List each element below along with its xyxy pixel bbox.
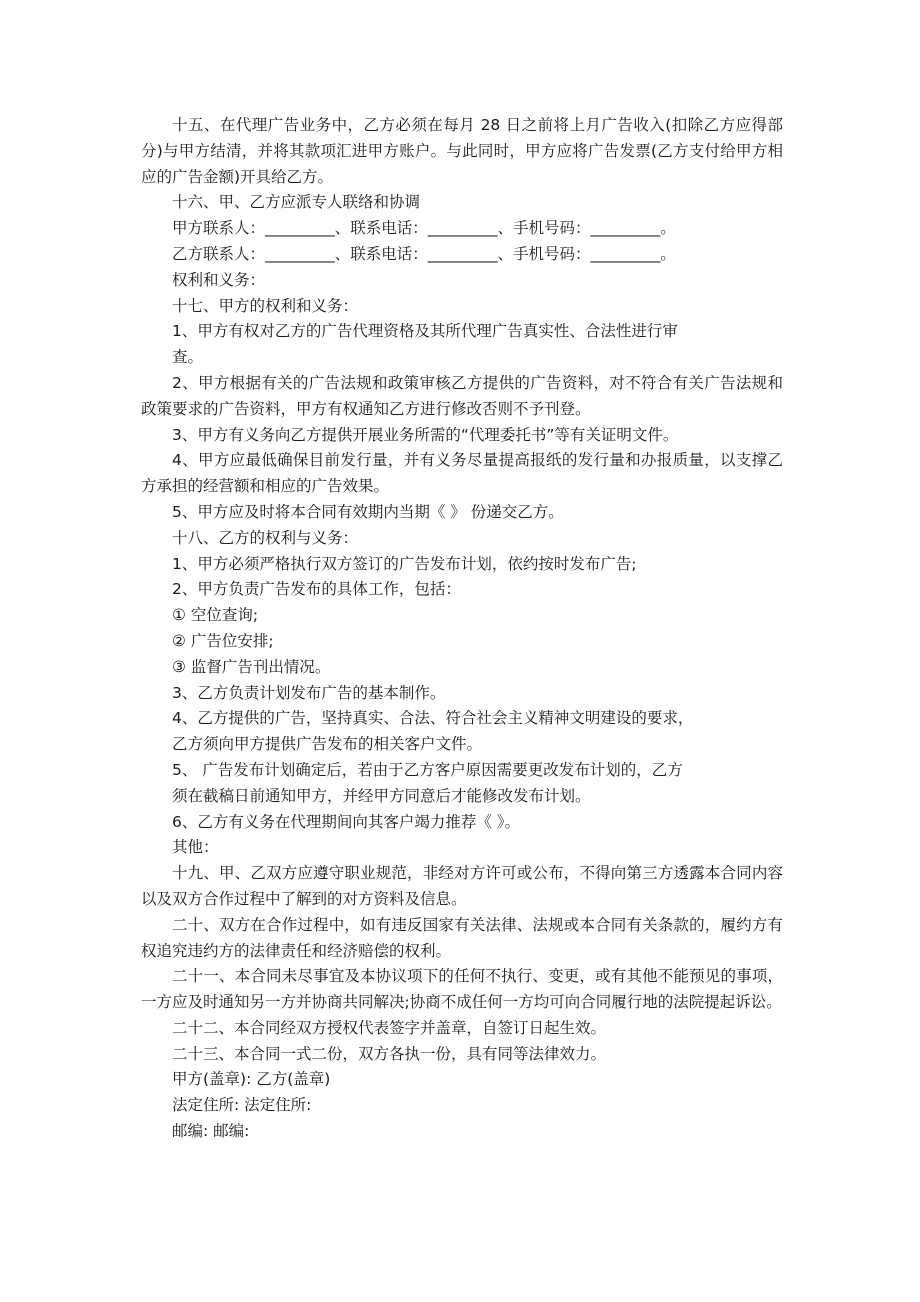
clause-18-item-5: 5、 广告发布计划确定后，若由于乙方客户原因需要更改发布计划的，乙方 bbox=[172, 760, 683, 779]
clause-18: 十八、乙方的权利与义务： bbox=[172, 528, 359, 547]
section-heading-other: 其他： bbox=[172, 838, 219, 857]
clause-18-item-5-cont: 须在截稿日前通知甲方，并经甲方同意后才能修改发布计划。 bbox=[172, 786, 591, 805]
clause-19: 十九、甲、乙双方应遵守职业规范，非经对方许可或公布，不得向第三方透露本合同内容以及双方合作过程中了解到的对方资料及信息。 bbox=[141, 864, 783, 908]
clause-18-item-2-sub-1: ① 空位查询; bbox=[172, 606, 259, 625]
clause-20: 二十、双方在合作过程中，如有违反国家有关法律、法规或本合同有关条款的，履约方有权追究违约方的法律责任和经济赔偿的权利。 bbox=[141, 915, 783, 960]
clause-17-item-1: 1、甲方有权对乙方的广告代理资格及其所代理广告真实性、合法性进行审 bbox=[172, 322, 678, 341]
clause-18-item-4: 4、乙方提供的广告，坚持真实、合法、符合社会主义精神文明建设的要求， bbox=[172, 709, 694, 728]
clause-18-item-2-sub-3: ③ 监督广告刊出情况。 bbox=[172, 657, 331, 676]
clause-17-item-5: 5、甲方应及时将本合同有效期内当期《 》 份递交乙方。 bbox=[172, 502, 564, 521]
clause-17-item-4: 4、甲方应最低确保目前发行量，并有义务尽量提高报纸的发行量和办报质量，以支撑乙方承担的经营额和相应的广告效果。 bbox=[141, 451, 783, 496]
clause-22: 二十二、本合同经双方授权代表签字并盖章，自签订日起生效。 bbox=[172, 1018, 607, 1037]
clause-18-item-4-cont: 乙方须向甲方提供广告发布的相关客户文件。 bbox=[172, 735, 483, 754]
clause-18-item-3: 3、乙方负责计划发布广告的基本制作。 bbox=[172, 683, 446, 702]
clause-17-item-1-cont: 查。 bbox=[172, 348, 204, 367]
contract-page bbox=[141, 113, 783, 1145]
clause-15: 十五、在代理广告业务中，乙方必须在每月 28 日之前将上月广告收入(扣除乙方应得部分)与甲方结清，并将其款项汇进甲方账户。与此同时，甲方应将广告发票(乙方支付给甲方相应的广告金额)开具给乙方。 bbox=[141, 116, 783, 186]
clause-17-item-3: 3、甲方有义务向乙方提供开展业务所需的“代理委托书”等有关证明文件。 bbox=[172, 425, 679, 444]
party-a-contact: 甲方联系人：_________、联系电话：_________、手机号码：_________。 bbox=[172, 219, 676, 238]
clause-17-item-2: 2、甲方根据有关的广告法规和政策审核乙方提供的广告资料，对不符合有关广告法规和政策要求的广告资料，甲方有权通知乙方进行修改否则不予刊登。 bbox=[141, 373, 783, 418]
clause-18-item-2: 2、甲方负责广告发布的具体工作，包括： bbox=[172, 580, 461, 599]
signature-postcode-line: 邮编: 邮编: bbox=[172, 1122, 250, 1141]
clause-18-item-2-sub-2: ② 广告位安排; bbox=[172, 631, 274, 650]
party-b-contact: 乙方联系人：_________、联系电话：_________、手机号码：_________。 bbox=[172, 244, 676, 263]
section-heading-rights: 权利和义务： bbox=[172, 270, 266, 289]
signature-seal-line: 甲方(盖章): 乙方(盖章) bbox=[172, 1070, 331, 1089]
clause-18-item-1: 1、甲方必须严格执行双方签订的广告发布计划，依约按时发布广告; bbox=[172, 554, 637, 573]
clause-23: 二十三、本合同一式二份，双方各执一份，具有同等法律效力。 bbox=[172, 1044, 607, 1063]
clause-16: 十六、甲、乙方应派专人联络和协调 bbox=[172, 193, 421, 212]
clause-18-item-6: 6、乙方有义务在代理期间向其客户竭力推荐《 》。 bbox=[172, 812, 521, 831]
clause-17: 十七、甲方的权利和义务： bbox=[172, 296, 359, 315]
clause-21: 二十一、本合同未尽事宜及本协议项下的任何不执行、变更，或有其他不能预见的事项，一方应及时通知另一方并协商共同解决;协商不成任何一方均可向合同履行地的法院提起诉讼。 bbox=[141, 967, 783, 1012]
signature-address-line: 法定住所: 法定住所: bbox=[172, 1096, 312, 1115]
